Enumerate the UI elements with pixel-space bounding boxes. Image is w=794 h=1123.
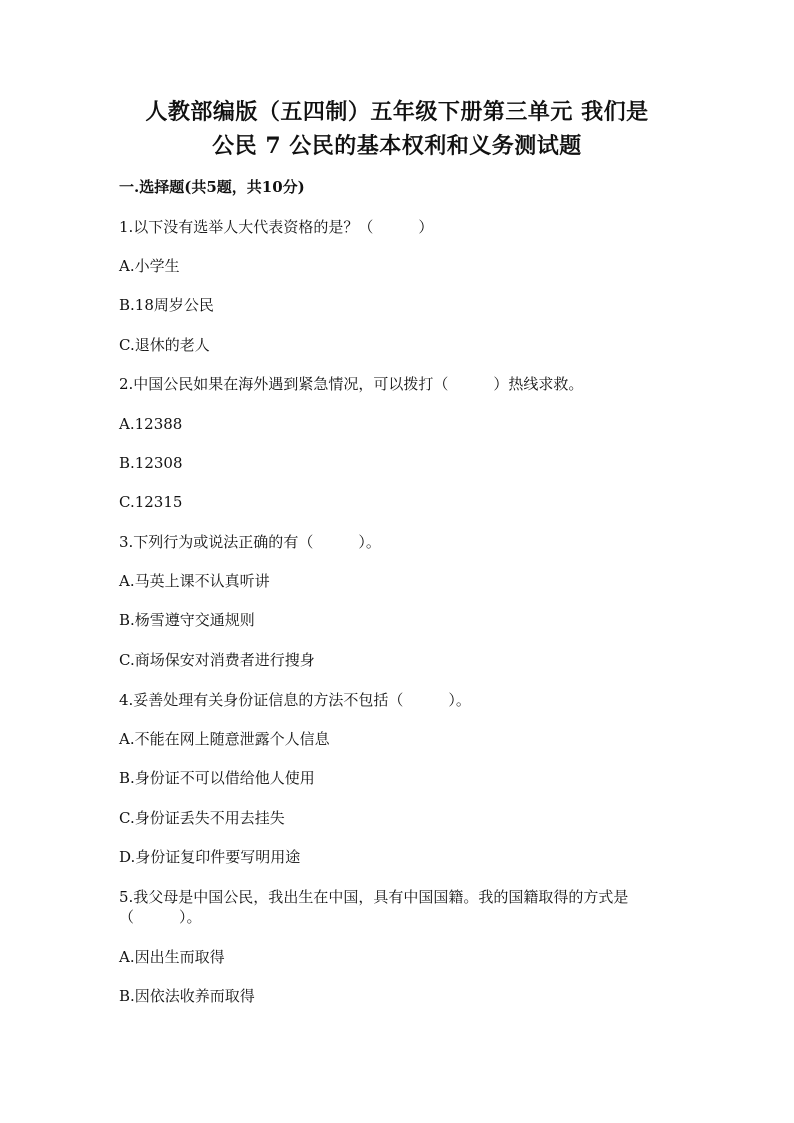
question-2-stem: 2.中国公民如果在海外遇到紧急情况，可以拨打（ ）热线求救。: [119, 375, 584, 393]
question-2-option-b: B.12308: [119, 454, 183, 472]
question-3-option-c: C.商场保安对消费者进行搜身: [119, 651, 315, 669]
question-2-option-c: C.12315: [119, 493, 183, 511]
question-3-option-b: B.杨雪遵守交通规则: [119, 611, 255, 629]
question-4-stem: 4.妥善处理有关身份证信息的方法不包括（ ）。: [119, 691, 471, 709]
question-1-option-a: A.小学生: [119, 257, 180, 275]
question-1-option-c: C.退休的老人: [119, 336, 210, 354]
document-title-line-2: 公民 7 公民的基本权利和义务测试题: [212, 133, 582, 159]
question-1-stem: 1.以下没有选举人大代表资格的是？（ ）: [119, 218, 434, 236]
question-4-option-b: B.身份证不可以借给他人使用: [119, 769, 315, 787]
question-5-stem: 5.我父母是中国公民，我出生在中国，具有中国国籍。我的国籍取得的方式是: [119, 888, 629, 906]
question-5-option-b: B.因依法收养而取得: [119, 987, 255, 1005]
question-1-option-b: B.18周岁公民: [119, 296, 214, 314]
document-title-line-1: 人教部编版（五四制）五年级下册第三单元 我们是: [145, 99, 649, 125]
question-5-option-a: A.因出生而取得: [119, 948, 225, 966]
question-3-stem: 3.下列行为或说法正确的有（ ）。: [119, 533, 381, 551]
question-4-option-d: D.身份证复印件要写明用途: [119, 848, 301, 866]
question-3-option-a: A.马英上课不认真听讲: [119, 572, 270, 590]
section-heading: 一.选择题(共5题，共10分): [119, 178, 305, 196]
question-4-option-a: A.不能在网上随意泄露个人信息: [119, 730, 330, 748]
question-4-option-c: C.身份证丢失不用去挂失: [119, 809, 285, 827]
question-5-stem-continued: （ ）。: [119, 908, 202, 926]
question-2-option-a: A.12388: [119, 415, 183, 433]
